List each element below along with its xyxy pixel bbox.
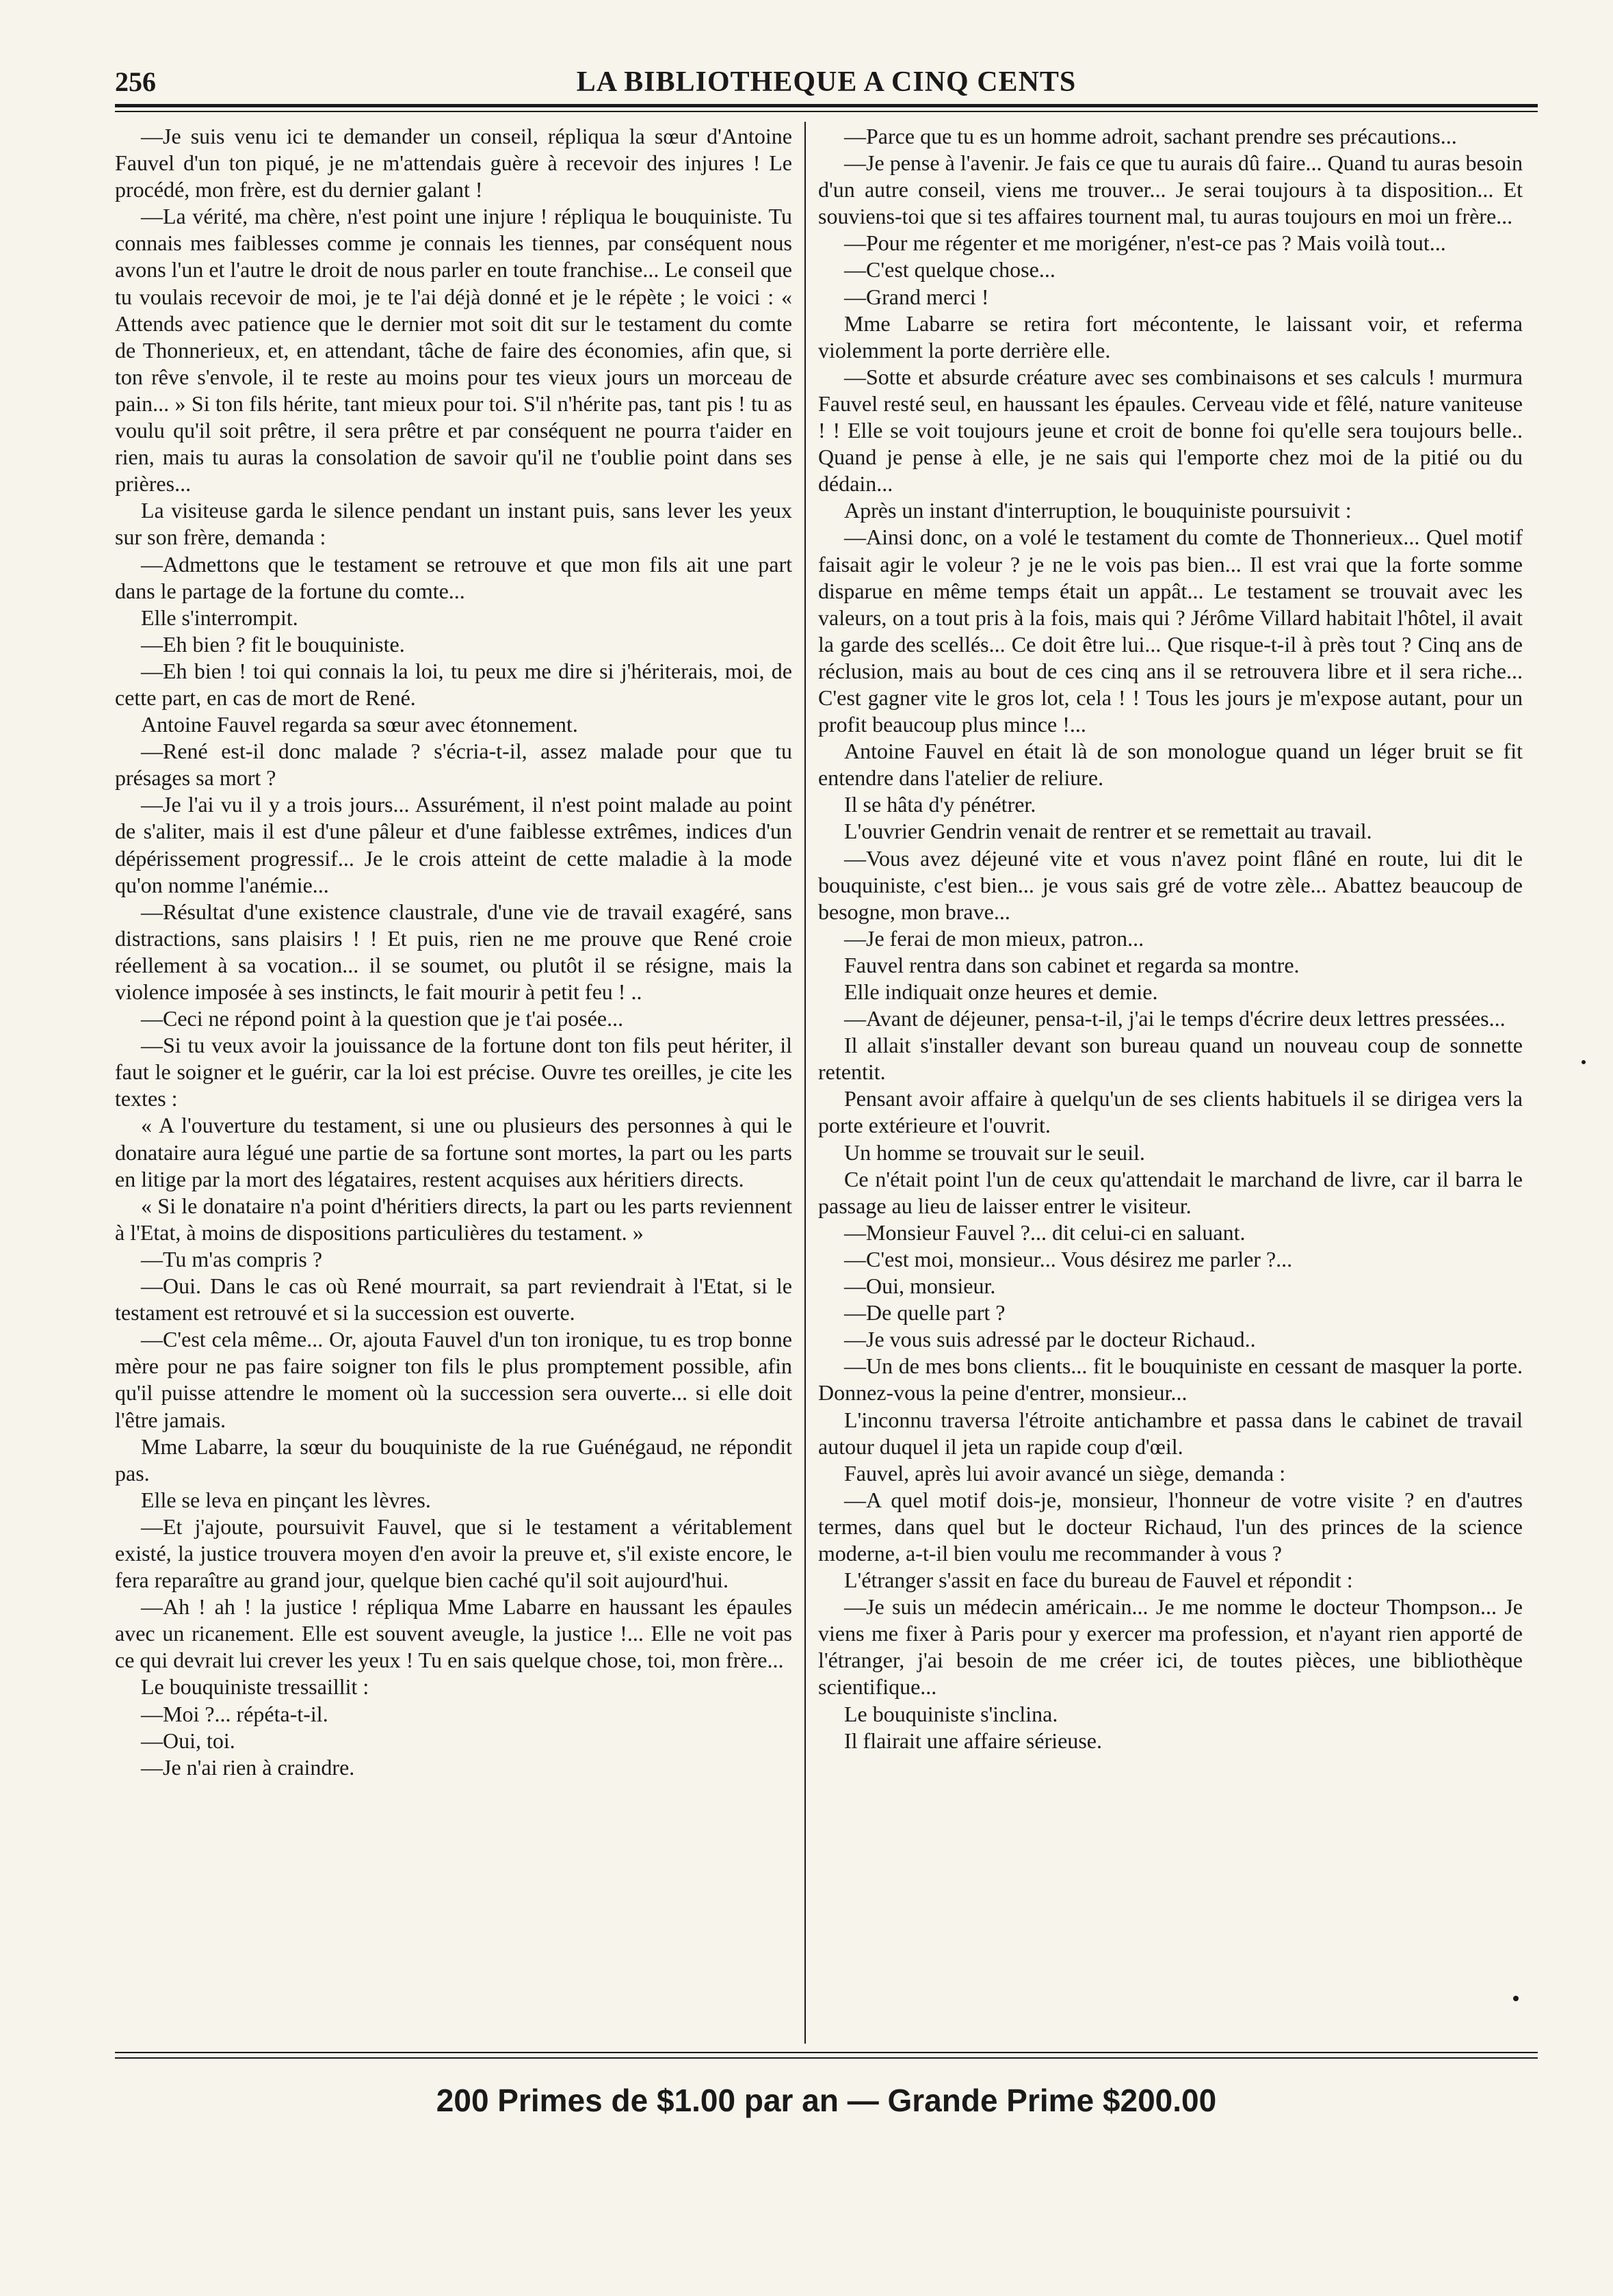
paragraph: —Oui, monsieur.	[844, 1274, 996, 1299]
ink-speck	[1513, 1996, 1519, 2001]
paragraph: Antoine Fauvel regarda sa sœur avec étonnement.	[141, 712, 578, 737]
page-title: LA BIBLIOTHEQUE A CINQ CENTS	[576, 66, 1077, 98]
paragraph: —Je suis un médecin américain... Je me nomme le docteur Thompson... Je viens me fixer à Paris pour y exercer ma profession, et n'ayant rien apporté de l'étranger, j'ai besoin de me créer ici, de toutes pièces, une bibliothèque scientifique...	[818, 1594, 1523, 1700]
paragraph: —Et j'ajoute, poursuivit Fauvel, que si le testament a véritablement existé, la justice trouvera moyen d'en avoir la preuve et, s'il existe encore, le fera reparaître au grand jour, quelque bien caché qu'il soit aujourd'hui.	[115, 1514, 792, 1593]
paragraph: Il flairait une affaire sérieuse.	[844, 1728, 1102, 1753]
paragraph: —René est-il donc malade ? s'écria-t-il, assez malade pour que tu présages sa mort ?	[115, 739, 792, 791]
paragraph: L'inconnu traversa l'étroite antichambre et passa dans le cabinet de travail autour duquel il jeta un rapide coup d'œil.	[818, 1407, 1523, 1459]
paragraph: Il se hâta d'y pénétrer.	[844, 792, 1036, 817]
left-column	[115, 123, 792, 1781]
header-rule-thin	[115, 111, 1538, 112]
paragraph: Le bouquiniste s'inclina.	[844, 1701, 1058, 1726]
paragraph: La visiteuse garda le silence pendant un instant puis, sans lever les yeux sur son frère, demanda :	[115, 498, 792, 550]
footer-rule-2	[115, 2057, 1538, 2059]
paragraph: —Je l'ai vu il y a trois jours... Assurément, il n'est point malade au point de s'aliter, mais il est d'une pâleur et d'une faiblesse extrêmes, indices d'un dépérissement progressif... Je le crois atteint de cette maladie à la mode qu'on nomme l'anémie...	[115, 792, 792, 897]
page-number: 256	[115, 66, 156, 97]
column-divider	[804, 122, 806, 2044]
paragraph: —De quelle part ?	[844, 1300, 1006, 1325]
page-header	[115, 59, 1538, 100]
paragraph: —Ceci ne répond point à la question que je t'ai posée...	[141, 1006, 624, 1031]
paragraph: Un homme se trouvait sur le seuil.	[844, 1139, 1145, 1165]
paragraph: Le bouquiniste tressaillit :	[141, 1674, 369, 1700]
paragraph: —Eh bien ? fit le bouquiniste.	[141, 631, 405, 657]
paragraph: —Je ferai de mon mieux, patron...	[844, 925, 1144, 951]
paragraph: —Si tu veux avoir la jouissance de la fortune dont ton fils peut hériter, il faut le soigner et le guérir, car la loi est précise. Ouvre tes oreilles, je cite les textes :	[115, 1033, 792, 1111]
paragraph: —Résultat d'une existence claustrale, d'une vie de travail exagéré, sans distractions, sans plaisirs ! ! Et puis, rien ne me prouve que René croie réellement à sa vocation... il se soumet, ou plutôt il se résigne, mais la violence imposée à ses instincts, le fait mourir à petit feu ! ..	[115, 899, 792, 1004]
paragraph: —Tu m'as compris ?	[141, 1246, 323, 1271]
footer-banner: 200 Primes de $1.00 par an — Grande Prime $200.00	[436, 2083, 1217, 2118]
paragraph: Elle se leva en pinçant les lèvres.	[141, 1487, 431, 1512]
paragraph: —Je n'ai rien à craindre.	[141, 1754, 355, 1780]
paragraph: Antoine Fauvel en était là de son monologue quand un léger bruit se fit entendre dans l'atelier de reliure.	[818, 739, 1523, 791]
paragraph: —Je suis venu ici te demander un conseil, répliqua la sœur d'Antoine Fauvel d'un ton piqué, je ne m'attendais guère à recevoir des injures ! Le procédé, mon frère, est du dernier galant !	[115, 124, 792, 202]
paragraph: —Ah ! ah ! la justice ! répliqua Mme Labarre en haussant les épaules avec un ricanement. Elle est souvent aveugle, la justice !... Elle ne voit pas ce qui devrait lui crever les yeux ! Tu en sais quelque chose, toi, mon frère...	[115, 1594, 792, 1673]
paragraph: —Parce que tu es un homme adroit, sachant prendre ses précautions...	[844, 124, 1457, 148]
ink-speck	[1582, 1060, 1586, 1064]
paragraph: Mme Labarre, la sœur du bouquiniste de la rue Guénégaud, ne répondit pas.	[115, 1434, 792, 1486]
paragraph: Fauvel, après lui avoir avancé un siège, demanda :	[844, 1460, 1286, 1486]
paragraph: —Pour me régenter et me morigéner, n'est-ce pas ? Mais voilà tout...	[844, 230, 1446, 256]
paragraph: —Avant de déjeuner, pensa-t-il, j'ai le temps d'écrire deux lettres pressées...	[844, 1006, 1506, 1031]
paragraph: —C'est moi, monsieur... Vous désirez me parler ?...	[844, 1246, 1293, 1271]
paragraph: —Grand merci !	[844, 284, 989, 309]
footer-rule	[115, 2052, 1538, 2053]
paragraph: —Monsieur Fauvel ?... dit celui-ci en saluant.	[844, 1219, 1246, 1245]
paragraph: Fauvel rentra dans son cabinet et regarda sa montre.	[844, 952, 1300, 977]
paragraph: « Si le donataire n'a point d'héritiers directs, la part ou les parts reviennent à l'Etat, à moins de dispositions particulières du testament. »	[115, 1193, 792, 1245]
paragraph: —Sotte et absurde créature avec ses combinaisons et ses calculs ! murmura Fauvel resté seul, en haussant les épaules. Cerveau vide et fêlé, nature vaniteuse ! ! Elle se voit toujours jeune et croit de bonne foi qu'elle sera toujours belle.. Quand je pense à elle, je ne sais qui l'emporte chez moi de la pitié ou du dédain...	[818, 364, 1523, 497]
paragraph: —Un de mes bons clients... fit le bouquiniste en cessant de masquer la porte. Donnez-vous la peine d'entrer, monsieur...	[818, 1354, 1523, 1406]
paragraph: Mme Labarre se retira fort mécontente, le laissant voir, et referma violemment la porte derrière elle.	[818, 311, 1523, 362]
paragraph: —Moi ?... répéta-t-il.	[141, 1701, 328, 1726]
paragraph: Il allait s'installer devant son bureau quand un nouveau coup de sonnette retentit.	[818, 1033, 1523, 1085]
paragraph: —Admettons que le testament se retrouve et que mon fils ait une part dans le partage de la fortune du comte...	[115, 551, 792, 603]
paragraph: —Vous avez déjeuné vite et vous n'avez point flâné en route, lui dit le bouquiniste, c'est bien... je vous sais gré de votre zèle... Abattez beaucoup de besogne, mon brave...	[818, 845, 1523, 924]
paragraph: L'étranger s'assit en face du bureau de Fauvel et répondit :	[844, 1568, 1353, 1593]
paragraph: —Ainsi donc, on a volé le testament du comte de Thonnerieux... Quel motif faisait agir le voleur ? je ne le vois pas bien... Il est vrai que la forte somme disparue en même temps était un appât... Le testament se trouvait avec les valeurs, on a tout pris à la fois, mais qui ? Jérôme Villard habitait l'hôtel, il avait la garde des scellés... Ce doit être lui... Que risque-t-il à près tout ? Cinq ans de réclusion, mais au bout de ces cinq ans il se retrouvera libre et il sera riche... C'est gagner vite le gros lot, cela ! ! Tous les jours je m'expose autant, pour un profit beaucoup plus mince !...	[818, 525, 1523, 737]
paragraph: —Oui. Dans le cas où René mourrait, sa part reviendrait à l'Etat, si le testament est retrouvé et si la succession est ouverte.	[115, 1274, 792, 1325]
paragraph: —C'est cela même... Or, ajouta Fauvel d'un ton ironique, tu es trop bonne mère pour ne pas faire soigner ton fils le plus promptement possible, afin qu'il puisse attendre le moment où la succession sera ouverte... si elle doit l'être jamais.	[115, 1327, 792, 1432]
paragraph: —Oui, toi.	[141, 1728, 235, 1753]
paragraph: Elle s'interrompit.	[141, 605, 298, 630]
paragraph: —Eh bien ! toi qui connais la loi, tu peux me dire si j'hériterais, moi, de cette part, en cas de mort de René.	[115, 658, 792, 710]
paragraph: —Je vous suis adressé par le docteur Richaud..	[844, 1327, 1256, 1352]
paragraph: Ce n'était point l'un de ceux qu'attendait le marchand de livre, car il barra le passage au lieu de laisser entrer le visiteur.	[818, 1166, 1523, 1218]
paragraph: —A quel motif dois-je, monsieur, l'honneur de votre visite ? en d'autres termes, dans quel but le docteur Richaud, l'un des princes de la science moderne, a-t-il bien voulu me recommander à vous ?	[818, 1487, 1523, 1566]
paragraph: L'ouvrier Gendrin venait de rentrer et se remettait au travail.	[844, 819, 1372, 844]
paragraph: —La vérité, ma chère, n'est point une injure ! répliqua le bouquiniste. Tu connais mes faiblesses comme je connais les tiennes, par conséquent nous avons l'un et l'autre le droit de nous parler en toute franchise... Le conseil que tu voulais recevoir de moi, je te l'ai déjà donné et je le répète ; le voici : « Attends avec patience que le dernier mot soit dit sur le testament du comte de Thonnerieux, et, en attendant, tâche de faire des économies, afin que, si ton rêve s'envole, il te reste au moins pour tes vieux jours un morceau de pain... » Si ton fils hérite, tant mieux pour toi. S'il n'hérite pas, tant pis ! tu as voulu qu'il soit prêtre, il sera prêtre et par conséquent ne pourra t'aider en rien, mais tu auras la consolation de savoir qu'il ne t'oublie point dans ses prières...	[115, 204, 792, 497]
right-column	[818, 123, 1523, 1754]
paragraph: « A l'ouverture du testament, si une ou plusieurs des personnes à qui le donataire aura légué une partie de sa fortune sont mortes, la part ou les parts en litige par la mort des légataires, restent acquises aux héritiers directs.	[115, 1113, 792, 1191]
paragraph: Elle indiquait onze heures et demie.	[844, 979, 1158, 1004]
paragraph: Pensant avoir affaire à quelqu'un de ses clients habituels il se dirigea vers la porte extérieure et l'ouvrit.	[818, 1086, 1523, 1138]
paragraph: Après un instant d'interruption, le bouquiniste poursuivit :	[844, 498, 1352, 523]
paragraph: —Je pense à l'avenir. Je fais ce que tu aurais dû faire... Quand tu auras besoin d'un autre conseil, viens me trouver... Je serai toujours à ta disposition... Et souviens-toi que si tes affaires tournent mal, tu auras toujours en moi un frère...	[818, 150, 1523, 229]
header-rule	[115, 104, 1538, 107]
paragraph: —C'est quelque chose...	[844, 257, 1055, 282]
